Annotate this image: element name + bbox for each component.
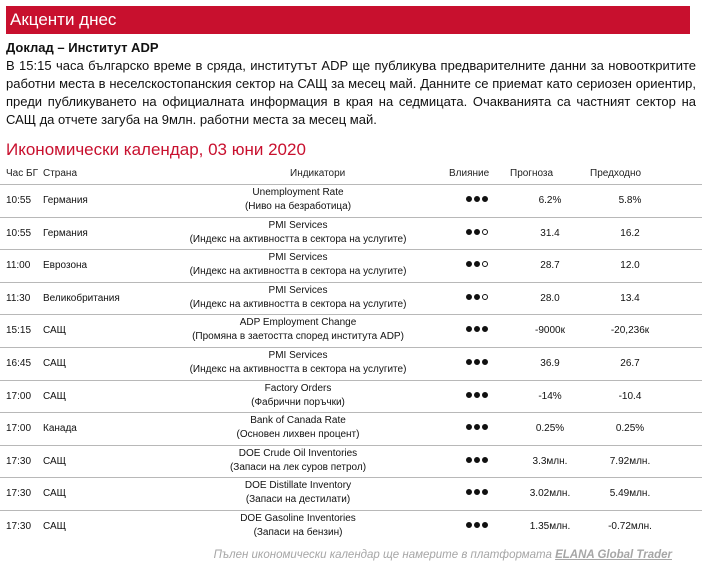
forecast-value: 0.25%	[535, 423, 565, 435]
table-row	[0, 477, 702, 510]
previous-value: 13.4	[620, 292, 640, 304]
forecast-value: 31.4	[540, 227, 560, 239]
indicator-name-bg: (Запаси на дестилати)	[245, 494, 351, 506]
event-indicator	[160, 512, 436, 540]
impact-dot-empty-icon	[482, 261, 488, 267]
event-country: САЩ	[43, 390, 67, 402]
indicator-name-bg: (Фабрични поръчки)	[251, 396, 345, 408]
forecast-value: 6.2%	[538, 195, 562, 206]
impact-dot-filled-icon	[474, 326, 480, 332]
report-body: В 15:15 часа българско време в сряда, институтът ADP ще публикува предварителните данни за новооткритите работни места в неселскостопанския сектор на САЩ за месец май. Данните се приемат като сериозен ориентир, преди публикуването на официалната информация в края на седмицата. Очакванията са частният сектор на САЩ да отчете загуба на 9млн. работни места за месец май.	[6, 58, 696, 127]
previous-value: 5.49млн.	[609, 488, 651, 500]
indicator-name: PMI Services	[268, 284, 328, 296]
event-country: САЩ	[43, 455, 67, 467]
table-row	[0, 412, 702, 445]
event-indicator	[160, 382, 436, 410]
event-time: 11:30	[6, 292, 31, 304]
impact-dot-filled-icon	[466, 229, 472, 235]
event-country: САЩ	[43, 325, 67, 337]
header-forecast: Прогноза	[510, 168, 554, 179]
event-indicator	[160, 479, 436, 507]
impact-rating	[466, 489, 488, 495]
event-country: Германия	[43, 195, 88, 206]
impact-dot-filled-icon	[482, 392, 488, 398]
event-time: 16:45	[6, 357, 32, 369]
event-time: 17:30	[6, 520, 32, 532]
indicator-name: DOE Gasoline Inventories	[240, 512, 356, 524]
indicator-name-bg: (Основен лихвен процент)	[236, 429, 360, 441]
impact-rating	[466, 294, 488, 300]
previous-value: 16.2	[620, 227, 640, 239]
event-indicator	[160, 284, 436, 312]
event-time: 17:30	[6, 455, 32, 467]
header-indicator: Индикатори	[290, 168, 346, 179]
indicator-name: ADP Employment Change	[239, 317, 357, 329]
previous-value: -10.4	[618, 390, 642, 402]
event-country: САЩ	[43, 520, 67, 532]
event-time: 17:00	[6, 423, 32, 435]
impact-dot-filled-icon	[474, 457, 480, 463]
impact-dot-filled-icon	[474, 392, 480, 398]
previous-value: 26.7	[620, 357, 640, 369]
event-time: 10:55	[6, 227, 32, 239]
impact-rating	[466, 392, 488, 398]
impact-rating	[466, 261, 488, 267]
indicator-name: PMI Services	[268, 252, 328, 264]
indicator-name: DOE Crude Oil Inventories	[238, 447, 358, 459]
impact-rating	[466, 424, 488, 430]
impact-rating	[466, 229, 488, 235]
indicator-name: PMI Services	[268, 349, 328, 361]
impact-dot-filled-icon	[466, 261, 472, 267]
previous-value: 5.8%	[618, 195, 642, 206]
impact-dot-filled-icon	[482, 489, 488, 495]
table-row	[0, 380, 702, 413]
event-country: Еврозона	[43, 260, 88, 272]
event-country: Канада	[43, 423, 77, 435]
indicator-name-bg: (Ниво на безработица)	[244, 201, 352, 212]
previous-value: -20,236к	[610, 325, 650, 337]
calendar-table	[0, 184, 702, 543]
indicator-name-bg: (Промяна в заетостта според института ADP)	[192, 331, 404, 343]
indicator-name: Bank of Canada Rate	[250, 415, 346, 427]
impact-dot-empty-icon	[482, 294, 488, 300]
indicator-name-bg: (Индекс на активността в сектора на услугите)	[189, 233, 407, 245]
event-time: 15:15	[6, 325, 32, 337]
platform-link[interactable]: ELANA Global Trader	[555, 549, 672, 561]
impact-dot-filled-icon	[474, 294, 480, 300]
impact-dot-filled-icon	[474, 196, 480, 202]
impact-dot-filled-icon	[474, 424, 480, 430]
footer-text: Пълен икономически календар ще намерите в платформата	[213, 549, 556, 561]
impact-dot-filled-icon	[466, 326, 472, 332]
table-row	[0, 347, 702, 380]
impact-rating	[466, 457, 488, 463]
impact-dot-filled-icon	[482, 326, 488, 332]
impact-dot-filled-icon	[474, 489, 480, 495]
event-indicator	[160, 414, 436, 442]
event-indicator	[160, 447, 436, 475]
indicator-name: DOE Distillate Inventory	[244, 480, 352, 492]
calendar-title: Икономически календар, 03 юни 2020	[6, 140, 306, 159]
event-time: 17:00	[6, 390, 32, 402]
event-indicator	[160, 219, 436, 247]
impact-rating	[466, 196, 488, 202]
forecast-value: 3.3млн.	[532, 455, 568, 467]
event-country: Великобритания	[43, 292, 120, 304]
indicator-name: Unemployment Rate	[252, 187, 344, 198]
previous-value: 12.0	[620, 260, 640, 272]
event-time: 17:30	[6, 488, 32, 500]
impact-rating	[466, 359, 488, 365]
calendar-header-row	[0, 168, 702, 182]
indicator-name-bg: (Запаси на бензин)	[253, 526, 343, 538]
impact-dot-filled-icon	[466, 489, 472, 495]
table-row	[0, 282, 702, 315]
impact-dot-filled-icon	[474, 261, 480, 267]
forecast-value: 28.7	[540, 260, 560, 272]
table-row	[0, 184, 702, 217]
header-impact: Влияние	[449, 168, 490, 179]
forecast-value: 3.02млн.	[529, 488, 571, 500]
header-previous: Предходно	[590, 168, 642, 179]
impact-dot-filled-icon	[482, 457, 488, 463]
indicator-name: Factory Orders	[264, 382, 332, 394]
event-country: САЩ	[43, 488, 67, 500]
table-row	[0, 249, 702, 282]
event-indicator	[160, 316, 436, 344]
impact-dot-filled-icon	[474, 522, 480, 528]
banner-title: Акценти днес	[10, 10, 117, 29]
impact-dot-filled-icon	[466, 522, 472, 528]
event-indicator	[160, 186, 436, 214]
header-country: Страна	[43, 168, 78, 179]
indicator-name-bg: (Индекс на активността в сектора на услугите)	[189, 363, 407, 375]
forecast-value: -14%	[538, 390, 562, 402]
indicator-name-bg: (Индекс на активността в сектора на услугите)	[189, 298, 407, 310]
event-country: САЩ	[43, 357, 67, 369]
event-country: Германия	[43, 227, 88, 239]
table-row	[0, 445, 702, 478]
impact-rating	[466, 522, 488, 528]
previous-value: 7.92млн.	[609, 455, 651, 467]
impact-rating	[466, 326, 488, 332]
table-row	[0, 314, 702, 347]
impact-dot-filled-icon	[466, 392, 472, 398]
impact-dot-filled-icon	[466, 294, 472, 300]
indicator-name-bg: (Запаси на лек суров петрол)	[229, 461, 367, 473]
impact-dot-filled-icon	[482, 522, 488, 528]
impact-dot-filled-icon	[466, 359, 472, 365]
impact-dot-filled-icon	[474, 359, 480, 365]
impact-dot-filled-icon	[474, 229, 480, 235]
forecast-value: 36.9	[540, 357, 560, 369]
forecast-value: 1.35млн.	[529, 520, 571, 532]
report-title: Доклад – Институт ADP	[6, 40, 159, 55]
impact-dot-filled-icon	[482, 359, 488, 365]
forecast-value: -9000к	[535, 325, 565, 337]
header-time: Час БГ	[6, 168, 38, 179]
table-row	[0, 510, 702, 543]
impact-dot-filled-icon	[482, 196, 488, 202]
impact-dot-filled-icon	[466, 196, 472, 202]
indicator-name: PMI Services	[268, 219, 328, 231]
event-indicator	[160, 349, 436, 377]
event-time: 11:00	[6, 260, 31, 272]
previous-value: -0.72млн.	[608, 520, 652, 532]
indicator-name-bg: (Индекс на активността в сектора на услугите)	[189, 266, 407, 278]
impact-dot-filled-icon	[466, 424, 472, 430]
table-row	[0, 217, 702, 250]
event-time: 10:55	[6, 195, 32, 206]
forecast-value: 28.0	[540, 292, 560, 304]
event-indicator	[160, 251, 436, 279]
impact-dot-filled-icon	[466, 457, 472, 463]
highlights-banner	[6, 6, 690, 34]
footer-note	[214, 549, 672, 561]
previous-value: 0.25%	[615, 423, 645, 435]
impact-dot-empty-icon	[482, 229, 488, 235]
impact-dot-filled-icon	[482, 424, 488, 430]
